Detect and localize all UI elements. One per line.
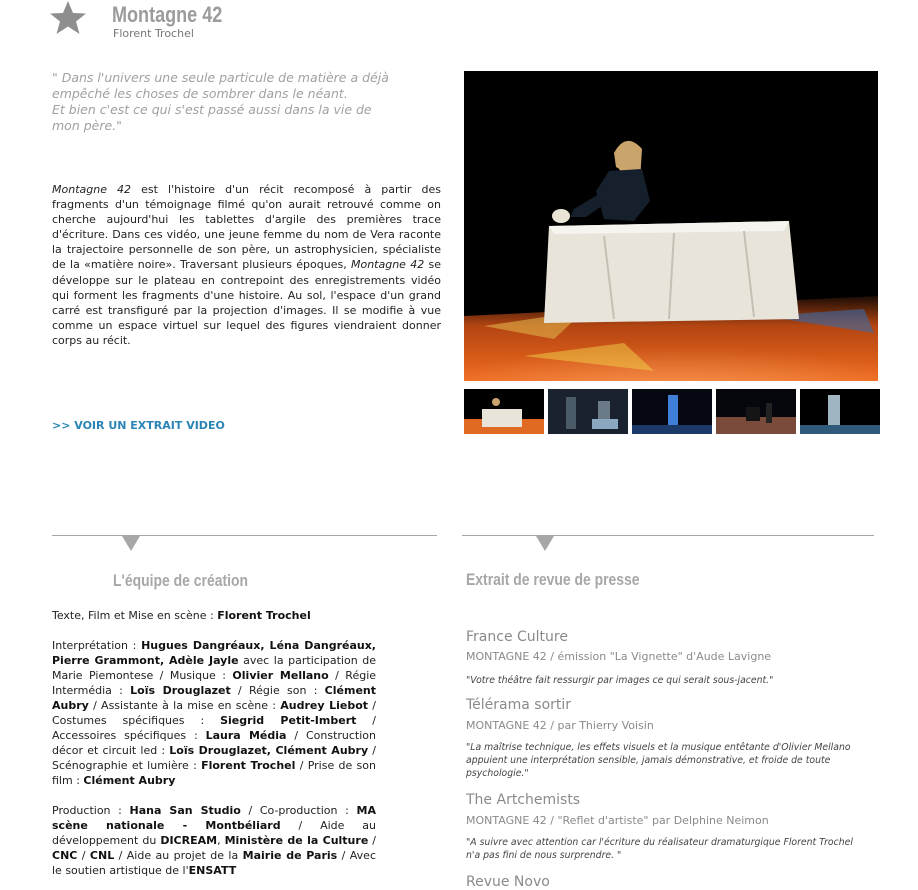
- credit-label: / Co-production :: [240, 804, 357, 817]
- divider-arrow-icon: [536, 536, 554, 551]
- press-source: Revue Novo: [466, 874, 550, 890]
- video-extract-link[interactable]: >> VOIR UN EXTRAIT VIDEO: [52, 419, 225, 432]
- credit-label: / Accessoires spécifiques :: [52, 714, 376, 742]
- credit-name: CNL: [89, 849, 115, 862]
- divider: [52, 535, 437, 536]
- quote-line: empêché les choses de sombrer dans le néant.: [52, 86, 348, 101]
- credit-name: Laura Média: [205, 729, 287, 742]
- credit-name: Clément Aubry: [52, 684, 376, 712]
- credit-name: Hana San Studio: [129, 804, 241, 817]
- credit-name: CNC: [52, 849, 78, 862]
- credit-name: Mairie de Paris: [242, 849, 338, 862]
- press-subtitle: MONTAGNE 42 / émission "La Vignette" d'Aude Lavigne: [466, 650, 772, 663]
- credit-name: Audrey Liebot: [280, 699, 369, 712]
- page-title: Montagne 42: [112, 2, 223, 27]
- press-source: The Artchemists: [466, 792, 581, 808]
- main-photo: [464, 71, 878, 381]
- description: [52, 182, 441, 348]
- credit-label: Texte, Film et Mise en scène :: [52, 609, 218, 622]
- credit-label: / Aide au projet de la: [114, 849, 243, 862]
- press-quote: "A suivre avec attention car l'écriture du réalisateur dramaturgique Florent Trochel n'a pas fini de nous surprendre. ": [466, 837, 853, 861]
- thumbnail-2[interactable]: [548, 389, 628, 434]
- press-subtitle: MONTAGNE 42 / "Reflet d'artiste" par Delphine Neimon: [466, 814, 769, 827]
- credit-production: [52, 803, 376, 878]
- press-subtitle: MONTAGNE 42 / par Thierry Voisin: [466, 719, 654, 732]
- credit-name: Clément Aubry: [83, 774, 176, 787]
- credit-name: Ministère de la Culture: [224, 834, 369, 847]
- credit-label: /: [77, 849, 90, 862]
- credit-name: DICREAM: [160, 834, 218, 847]
- quote-line: mon père.": [52, 118, 122, 133]
- thumbnail-5[interactable]: [800, 389, 880, 434]
- credit-name: ENSATT: [188, 864, 237, 877]
- credit-label: / Prise de son film :: [52, 759, 376, 787]
- credit-label: avec la participation de Marie Piemontese / Musique :: [52, 654, 376, 682]
- credit-name: Florent Trochel: [217, 609, 311, 622]
- press-source: Télérama sortir: [466, 697, 572, 713]
- press-quote: "La maîtrise technique, les effets visuels et la musique entêtante d'Olivier Mellano appuient une interprétation sensible, jamais démonstrative, et froide de toute psychologie.": [466, 742, 851, 779]
- divider: [462, 535, 874, 536]
- press-quote: "Votre théâtre fait ressurgir par images ce qui serait sous-jacent.": [466, 675, 774, 686]
- credit-name: Florent Trochel: [201, 759, 296, 772]
- credit-label: / Aide au développement du: [52, 819, 376, 847]
- credit-name: MA scène nationale - Montbéliard: [52, 804, 376, 832]
- credit-label: Interprétation :: [52, 639, 142, 652]
- quote-line: Et bien c'est ce qui s'est passé aussi dans la vie de: [52, 102, 372, 117]
- credit-label: / Avec le soutien artistique de l': [52, 849, 376, 877]
- thumbnail-4[interactable]: [716, 389, 796, 434]
- credit-name: Hugues Dangréaux, Léna Dangréaux, Pierre Grammont, Adèle Jayle: [52, 639, 376, 667]
- credit-label: / Régie son :: [230, 684, 325, 697]
- credit-label: / Costumes spécifiques :: [52, 699, 377, 727]
- credit-name: Loïs Drouglazet, Clément Aubry: [169, 744, 369, 757]
- credit-cast: [52, 638, 376, 788]
- description-text: se développe sur le plateau en contrepoint des enregistrements vidéo qui forment les fragments d'une histoire. Au sol, l'espace d'un grand carré est transfiguré par la projection d'images. Il se modifie à vue comme un espace virtuel sur lequel des figures viendraient donner corps au récit.: [52, 258, 441, 347]
- credit-name: Olivier Mellano: [232, 669, 329, 682]
- description-title: Montagne 42: [52, 183, 132, 196]
- star-icon: [48, 0, 88, 36]
- author-name: Florent Trochel: [113, 27, 194, 40]
- credit-name: Siegrid Petit-Imbert: [220, 714, 357, 727]
- quote-line: " Dans l'univers une seule particule de matière a déjà: [52, 70, 389, 85]
- credit-label: / Assistante à la mise en scène :: [88, 699, 281, 712]
- credit-label: / Construction décor et circuit led :: [52, 729, 376, 757]
- intro-quote: [52, 70, 412, 134]
- credit-label: /: [368, 834, 377, 847]
- press-source: France Culture: [466, 629, 568, 645]
- press-section-title: Extrait de revue de presse: [466, 570, 640, 589]
- credit-name: Loïs Drouglazet: [130, 684, 231, 697]
- divider-arrow-icon: [122, 536, 140, 551]
- thumbnail-3[interactable]: [632, 389, 712, 434]
- credit-label: Production :: [52, 804, 130, 817]
- description-title: Montagne 42: [350, 258, 425, 272]
- credit-direction: [52, 608, 376, 623]
- thumbnail-1[interactable]: [464, 389, 544, 434]
- team-section-title: L'équipe de création: [113, 571, 249, 590]
- credit-label: / Scénographie et lumière :: [52, 744, 377, 772]
- credit-label: / Régie Intermédia :: [52, 669, 377, 697]
- description-text: est l'histoire d'un récit recomposé à partir des fragments d'un témoignage filmé qu'on aurait retrouvé comme on cherche aujourd'hui les tablettes d'argile des premières trace d'écriture. Dans ces vidéo, une jeune femme du nom de Vera raconte la trajectoire personnelle de son père, un astrophysicien, spécialiste de la «matière noire». Traversant plusieurs époques,: [52, 183, 441, 272]
- credit-label: ,: [217, 834, 225, 847]
